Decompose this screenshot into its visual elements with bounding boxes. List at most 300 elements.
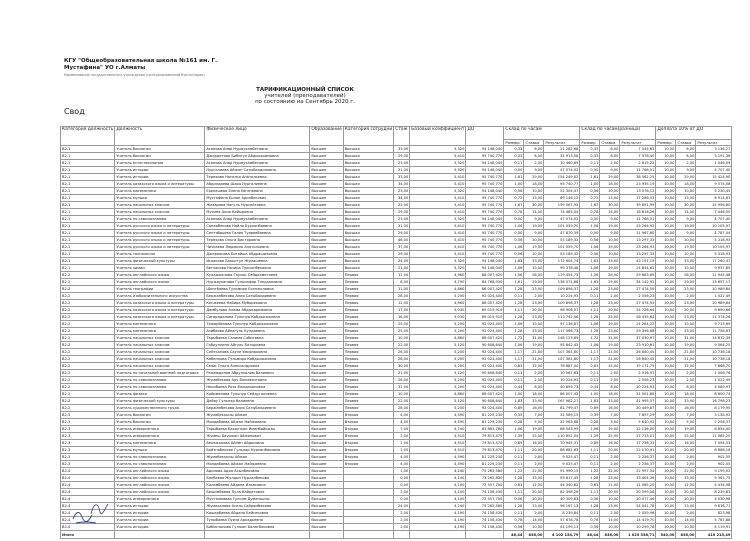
table-cell: 5,410 [410, 209, 466, 216]
table-cell: 0,11 [504, 510, 524, 517]
table-cell: 19,00 [524, 265, 544, 272]
table-cell: 26 840,45 [620, 349, 656, 356]
table-cell: 0,89 [504, 405, 524, 412]
table-cell: 20,00 [524, 447, 544, 454]
table-cell: 28,00 [524, 272, 544, 279]
table-cell: Жумаханова Асель Сайрамбекова [205, 503, 310, 510]
table-cell: 9,00 [600, 216, 620, 223]
table-cell: 10,00 [656, 398, 676, 405]
table-cell: 5,200 [410, 293, 466, 300]
table-cell: 19,00 [524, 342, 544, 349]
table-cell: 33,00 [600, 258, 620, 265]
table-cell: 4,590 [410, 454, 466, 461]
table-cell: 1,06 [580, 223, 600, 230]
table-cell: 0,11 [580, 160, 600, 167]
table-cell: 10,00 [524, 524, 544, 531]
table-cell: 1,00 [580, 391, 600, 398]
table-cell: 1,83 [504, 398, 524, 405]
table-cell: 23 910,61 [620, 342, 656, 349]
signature-mark-secondary [88, 498, 110, 520]
table-row [61, 265, 732, 272]
table-cell [343, 482, 394, 489]
table-cell: 16,00 [600, 405, 620, 412]
table-cell: 10,00 [656, 412, 676, 419]
table-cell: 4,510 [410, 433, 466, 440]
table-cell: Высшее [310, 384, 343, 391]
table-cell: Вторая [343, 454, 394, 461]
table-cell: 10 736,18 [696, 349, 732, 356]
table-cell: 8,00 [524, 384, 544, 391]
table-cell: 0,33 [580, 153, 600, 160]
table-cell [466, 531, 504, 539]
table-cell: 20,00 [600, 447, 620, 454]
table-cell: Вторая [343, 461, 394, 468]
table-cell: 14,00 [676, 517, 696, 524]
table-cell: Учитель английского языка [115, 489, 205, 496]
table-cell: Высшая [343, 160, 394, 167]
table-cell: B2-3 [61, 426, 115, 433]
table-cell: 23,00 [524, 314, 544, 321]
table-cell: 9 937,85 [696, 265, 732, 272]
table-cell: Учитель английского языка [115, 475, 205, 482]
table-cell: 2,00 [600, 454, 620, 461]
table-cell: 1,11 [504, 447, 524, 454]
table-cell: 29,00 [394, 153, 410, 160]
table-cell: B2-1 [61, 265, 115, 272]
table-cell [205, 531, 310, 539]
table-cell [410, 531, 466, 539]
table-cell: Высшее [310, 279, 343, 286]
table-cell: 5,030 [410, 307, 466, 314]
table-cell: Учитель казахского языка и литературы [115, 314, 205, 321]
table-cell: 836,00 [600, 531, 620, 539]
table-cell: 24 844,62 [620, 265, 656, 272]
table-cell: B2-4 [61, 524, 115, 531]
table-cell: 19,00 [524, 223, 544, 230]
table-cell: 1,06 [504, 244, 524, 251]
table-cell: 18,00 [394, 314, 410, 321]
table-cell: 1,06 [580, 244, 600, 251]
table-cell: 1,11 [580, 489, 600, 496]
table-cell: 4,00 [394, 461, 410, 468]
table-cell: Учитель начальных классов [115, 356, 205, 363]
table-cell: 9,00 [600, 230, 620, 237]
table-cell: 0,11 [580, 510, 600, 517]
table-row [61, 349, 732, 356]
table-cell: 23,00 [394, 188, 410, 195]
table-cell: Учитель естествознания [115, 160, 205, 167]
table-cell: Учитель английского языка [115, 468, 205, 475]
table-cell: 14,00 [524, 209, 544, 216]
table-cell: 20,00 [676, 307, 696, 314]
table-cell: 5 230,45 [696, 188, 732, 195]
table-cell: Учитель физики [115, 391, 205, 398]
table-cell: Первая [343, 377, 394, 384]
table-cell: 84 768,930 [466, 279, 504, 286]
table-cell: 95 740,770 [466, 244, 504, 251]
table-row [61, 244, 732, 251]
table-cell: 0,50 [580, 167, 600, 174]
table-cell: 10 989,84 [696, 286, 732, 293]
table-cell: 5,410 [410, 251, 466, 258]
table-row [61, 181, 732, 188]
table-cell: Учитель биологии [115, 153, 205, 160]
table-cell: 117 586,73 [544, 328, 580, 335]
table-cell: 19,00 [676, 321, 696, 328]
table-cell: Учитель русского языка и литературы [115, 230, 205, 237]
table-cell: Высшее [310, 356, 343, 363]
table-cell: 10,00 [656, 370, 676, 377]
table-cell: Учитель музыки [115, 195, 205, 202]
table-cell: Первая [343, 279, 394, 286]
table-cell: 10,00 [656, 468, 676, 475]
table-cell: 15,00 [676, 363, 696, 370]
table-cell: Итого [61, 531, 115, 539]
table-row [61, 188, 732, 195]
table-cell [115, 531, 205, 539]
table-cell: 16,00 [600, 440, 620, 447]
table-row [61, 335, 732, 342]
table-cell: Высшее [310, 195, 343, 202]
table-cell: 95 740,770 [466, 230, 504, 237]
table-cell: 0,50 [504, 230, 524, 237]
table-cell [343, 489, 394, 496]
table-cell: B2-2 [61, 363, 115, 370]
table-cell: 4,190 [410, 517, 466, 524]
table-cell: Учитель казахского языка и литературы [115, 300, 205, 307]
table-cell: 1 022,49 [696, 377, 732, 384]
table-cell: Нуржауханова Гульнафар Тлеудановна [205, 279, 310, 286]
table-cell: B2-3 [61, 419, 115, 426]
table-cell: 8 868,16 [696, 447, 732, 454]
table-cell: 2,00 [524, 510, 544, 517]
table-cell: 4,00 [394, 419, 410, 426]
table-cell: Учитель физической культуры [115, 258, 205, 265]
table-cell: B2-2 [61, 279, 115, 286]
table-cell: B2-2 [61, 356, 115, 363]
table-cell: B2-2 [61, 342, 115, 349]
table-cell: 25 264,92 [620, 223, 656, 230]
table-cell: Учитель географии [115, 286, 205, 293]
table-cell: Высшее [310, 503, 343, 510]
table-cell: 21 501,86 [620, 391, 656, 398]
table-cell: 26,00 [394, 377, 410, 384]
table-cell [343, 510, 394, 517]
table-cell: 29,00 [600, 174, 620, 181]
table-cell: B2-2 [61, 349, 115, 356]
table-cell: 5,00 [600, 419, 620, 426]
table-cell: 12,00 [394, 272, 410, 279]
tariff-table [60, 126, 732, 539]
table-cell: 44 340,82 [544, 482, 580, 489]
table-cell: 113 742,56 [544, 314, 580, 321]
table-cell: B2-2 [61, 272, 115, 279]
table-cell: 10 105,97 [696, 223, 732, 230]
table-cell: Высшее [310, 517, 343, 524]
table-cell: 10,00 [656, 342, 676, 349]
table-cell: 0,56 [504, 251, 524, 258]
column-header: Должность [115, 127, 205, 146]
table-cell: Учитель казахского языка и литературы [115, 181, 205, 188]
table-cell: 94 148,040 [466, 188, 504, 195]
table-cell: Высшее [310, 167, 343, 174]
table-cell: 7 978,40 [620, 153, 656, 160]
table-cell: 5,410 [410, 237, 466, 244]
table-cell: 29,00 [600, 279, 620, 286]
table-cell: Первая [343, 384, 394, 391]
table-cell: 33,00 [600, 398, 620, 405]
table-cell: 4,960 [410, 300, 466, 307]
table-cell: Учитель начальных классов [115, 335, 205, 342]
table-cell: 46,44 [580, 531, 600, 539]
table-cell: 86 007,420 [466, 286, 504, 293]
table-cell: 19,00 [676, 265, 696, 272]
table-cell: Высшее [310, 188, 343, 195]
table-cell: Сагдолданова Гульнур Кабдыкожевна [205, 314, 310, 321]
table-cell: 2,00 [524, 461, 544, 468]
table-row [61, 398, 732, 405]
table-cell: 10 224,93 [544, 377, 580, 384]
table-cell: 1,06 [504, 342, 524, 349]
subcolumn-header: Результат [696, 140, 732, 146]
table-cell: Высшее [310, 426, 343, 433]
table-cell: Высшее [310, 335, 343, 342]
table-cell: Учитель биологии [115, 412, 205, 419]
table-cell: Первая [343, 300, 394, 307]
table-cell: 23,00 [676, 314, 696, 321]
table-cell: Молдабаева Айжан Найжаевна [205, 461, 310, 468]
table-cell: 19,00 [676, 223, 696, 230]
table-cell: 21,00 [676, 349, 696, 356]
table-cell: 29 396,68 [620, 328, 656, 335]
table-cell: 3 191,36 [696, 153, 732, 160]
table-cell: 86 007,420 [466, 272, 504, 279]
table-cell: 23,00 [394, 216, 410, 223]
table-cell: 95 740,770 [466, 195, 504, 202]
table-cell: Высшее [310, 174, 343, 181]
table-cell: 19,00 [600, 265, 620, 272]
table-cell: 4,960 [410, 272, 466, 279]
table-cell: 23,00 [394, 160, 410, 167]
table-cell: Высшая [343, 146, 394, 153]
table-cell: 10,00 [394, 391, 410, 398]
table-cell: 7 897,29 [620, 412, 656, 419]
table-cell: 9 713,69 [696, 321, 732, 328]
table-cell: 1,56 [580, 272, 600, 279]
table-row [61, 440, 732, 447]
table-cell: 22 170,41 [620, 447, 656, 454]
table-cell: Учитель истории [115, 517, 205, 524]
table-cell: 17 736,33 [620, 440, 656, 447]
table-cell: B2-4 [61, 496, 115, 503]
table-cell: Высшее [310, 412, 343, 419]
table-cell: 89 015,910 [466, 314, 504, 321]
table-cell: Мустафина Ерлан Арипбекович [205, 195, 310, 202]
table-cell: 13,00 [676, 195, 696, 202]
table-cell: Жазарова Нагуль Нурсейтовна [205, 202, 310, 209]
table-cell: 10,00 [656, 405, 676, 412]
table-cell: 110 852,04 [544, 433, 580, 440]
table-cell: 98 906,57 [544, 307, 580, 314]
table-cell: Высшее [310, 258, 343, 265]
table-cell: 1,17 [504, 349, 524, 356]
table-cell: Учитель английского языка [115, 482, 205, 489]
table-cell: 9 574,08 [696, 181, 732, 188]
table-cell: 107 361,80 [544, 356, 580, 363]
table-cell: Тарыбаева Салима Сабитовна [205, 335, 310, 342]
table-cell: 10,00 [656, 433, 676, 440]
table-cell: 75 265,580 [466, 503, 504, 510]
table-cell: Смык Ольга Александровна [205, 363, 310, 370]
table-cell: B2-2 [61, 293, 115, 300]
table-cell: 0,83 [580, 363, 600, 370]
table-cell: B2-1 [61, 153, 115, 160]
table-cell: Первая [343, 363, 394, 370]
table-cell: Высшее [310, 209, 343, 216]
table-cell: Учитель химии [115, 265, 205, 272]
table-cell: 9 616,71 [696, 503, 732, 510]
table-cell: 11,00 [676, 482, 696, 489]
table-cell: 2 516,91 [620, 370, 656, 377]
table-cell: 0,50 [504, 167, 524, 174]
table-cell: 1,17 [504, 356, 524, 363]
org-name-line1: КГУ "Общеобразовательная школа №161 им. Г. [64, 58, 218, 64]
table-cell: 7 094,53 [696, 440, 732, 447]
table-cell: 25,00 [524, 433, 544, 440]
table-cell: 19,00 [600, 426, 620, 433]
table-cell: 92 024,400 [466, 405, 504, 412]
table-cell: 154 249,02 [544, 174, 580, 181]
org-caption: Наименование государственного учреждения (централизованной бухгалтерии) [64, 73, 205, 77]
table-cell: 69 146,12 [544, 195, 580, 202]
table-cell: 0,56 [580, 237, 600, 244]
table-cell: 30,00 [600, 202, 620, 209]
table-cell: 8 239,83 [696, 489, 732, 496]
table-cell: 4,140 [410, 475, 466, 482]
table-cell: 2,00 [600, 377, 620, 384]
table-cell: 10,00 [524, 188, 544, 195]
table-cell: 14 419,70 [620, 517, 656, 524]
table-cell: 79 813,470 [466, 447, 504, 454]
table-row [61, 160, 732, 167]
table-cell: 4,590 [410, 412, 466, 419]
table-cell: B2-2 [61, 321, 115, 328]
table-cell: 27 474,59 [620, 286, 656, 293]
table-cell: 21,00 [600, 356, 620, 363]
table-cell: 30,00 [524, 202, 544, 209]
table-cell: 11 768,51 [620, 167, 656, 174]
table-cell: 32,00 [394, 384, 410, 391]
table-cell: 28,00 [676, 272, 696, 279]
table-cell: 0,11 [504, 160, 524, 167]
table-cell: B2-4 [61, 489, 115, 496]
table-cell: 12,00 [394, 300, 410, 307]
table-cell: Высшее [310, 307, 343, 314]
table-cell: 1 025 538,71 [620, 531, 656, 539]
table-cell: 5 318,93 [696, 237, 732, 244]
table-row [61, 377, 732, 384]
table-cell: 74 158,430 [466, 524, 504, 531]
table-cell: 4 102 154,79 [544, 531, 580, 539]
table-cell: 10,00 [656, 447, 676, 454]
table-cell: 19 171,75 [620, 363, 656, 370]
table-cell: 823,98 [696, 510, 732, 517]
table-cell: Высшее [310, 482, 343, 489]
table-cell: 1,28 [580, 328, 600, 335]
table-cell: 43 151,19 [620, 258, 656, 265]
table-cell: 92 024,400 [466, 384, 504, 391]
table-cell: Сейтканова Сауле Умирзаковна [205, 349, 310, 356]
table-cell: 16,00 [524, 405, 544, 412]
table-cell: Бержанбекова Алия Сатыбалдиевна [205, 293, 310, 300]
table-cell: 19,00 [676, 342, 696, 349]
table-cell: 11 758,67 [696, 328, 732, 335]
table-cell: 19,00 [524, 426, 544, 433]
table-cell [343, 503, 394, 510]
table-cell: B2-2 [61, 377, 115, 384]
table-cell: 1,28 [504, 286, 524, 293]
table-cell: 20,00 [600, 307, 620, 314]
table-cell: 52 304,47 [544, 188, 580, 195]
table-cell: 19,00 [600, 223, 620, 230]
table-cell: Первая [343, 342, 394, 349]
table-cell: 4 089,97 [696, 384, 732, 391]
table-cell: Первая [343, 272, 394, 279]
table-cell: 92 024,400 [466, 356, 504, 363]
table-cell: 76 687,00 [544, 363, 580, 370]
table-cell: 18,00 [676, 181, 696, 188]
table-cell: B2-1 [61, 202, 115, 209]
table-row [61, 251, 732, 258]
table-cell: B2-1 [61, 251, 115, 258]
table-cell: 167 982,27 [544, 398, 580, 405]
table-cell: 95 740,770 [466, 181, 504, 188]
table-cell: 2 615,22 [620, 160, 656, 167]
table-cell: B2-4 [61, 503, 115, 510]
table-cell: Азибаева Айнагуль Кундаевна [205, 328, 310, 335]
table-cell: 1,61 [580, 174, 600, 181]
table-cell: Высшее [310, 475, 343, 482]
table-cell: 10,00 [656, 454, 676, 461]
column-header: Склад по часам [504, 127, 580, 140]
table-cell: B2-1 [61, 244, 115, 251]
table-cell: 0,56 [504, 524, 524, 531]
table-cell: 8 854,40 [696, 426, 732, 433]
table-cell: Ражмеденов Абдулхалим Валиевич [205, 370, 310, 377]
table-cell: 25,00 [394, 328, 410, 335]
table-cell: 0,56 [580, 496, 600, 503]
table-cell: 26,00 [394, 349, 410, 356]
subcolumn-header: Размер [504, 140, 524, 146]
table-cell: 74 158,430 [466, 517, 504, 524]
table-cell: 10,00 [656, 328, 676, 335]
table-cell: B2-1 [61, 237, 115, 244]
table-cell: 29,00 [394, 209, 410, 216]
doc-title: ТАРИФИКАЦИОННЫЙ СПИСОК [256, 87, 354, 93]
table-cell: 28 435,64 [620, 314, 656, 321]
table-cell: 10,00 [656, 363, 676, 370]
table-cell: 23,00 [524, 475, 544, 482]
table-cell: 4,240 [410, 503, 466, 510]
table-cell: Высшее [310, 146, 343, 153]
table-cell: 2,00 [676, 377, 696, 384]
table-cell: 23,00 [676, 300, 696, 307]
table-cell: B2-3 [61, 454, 115, 461]
table-row [61, 237, 732, 244]
table-cell: B2-1 [61, 216, 115, 223]
table-cell: Высшее [310, 363, 343, 370]
table-cell: Высшее [310, 468, 343, 475]
